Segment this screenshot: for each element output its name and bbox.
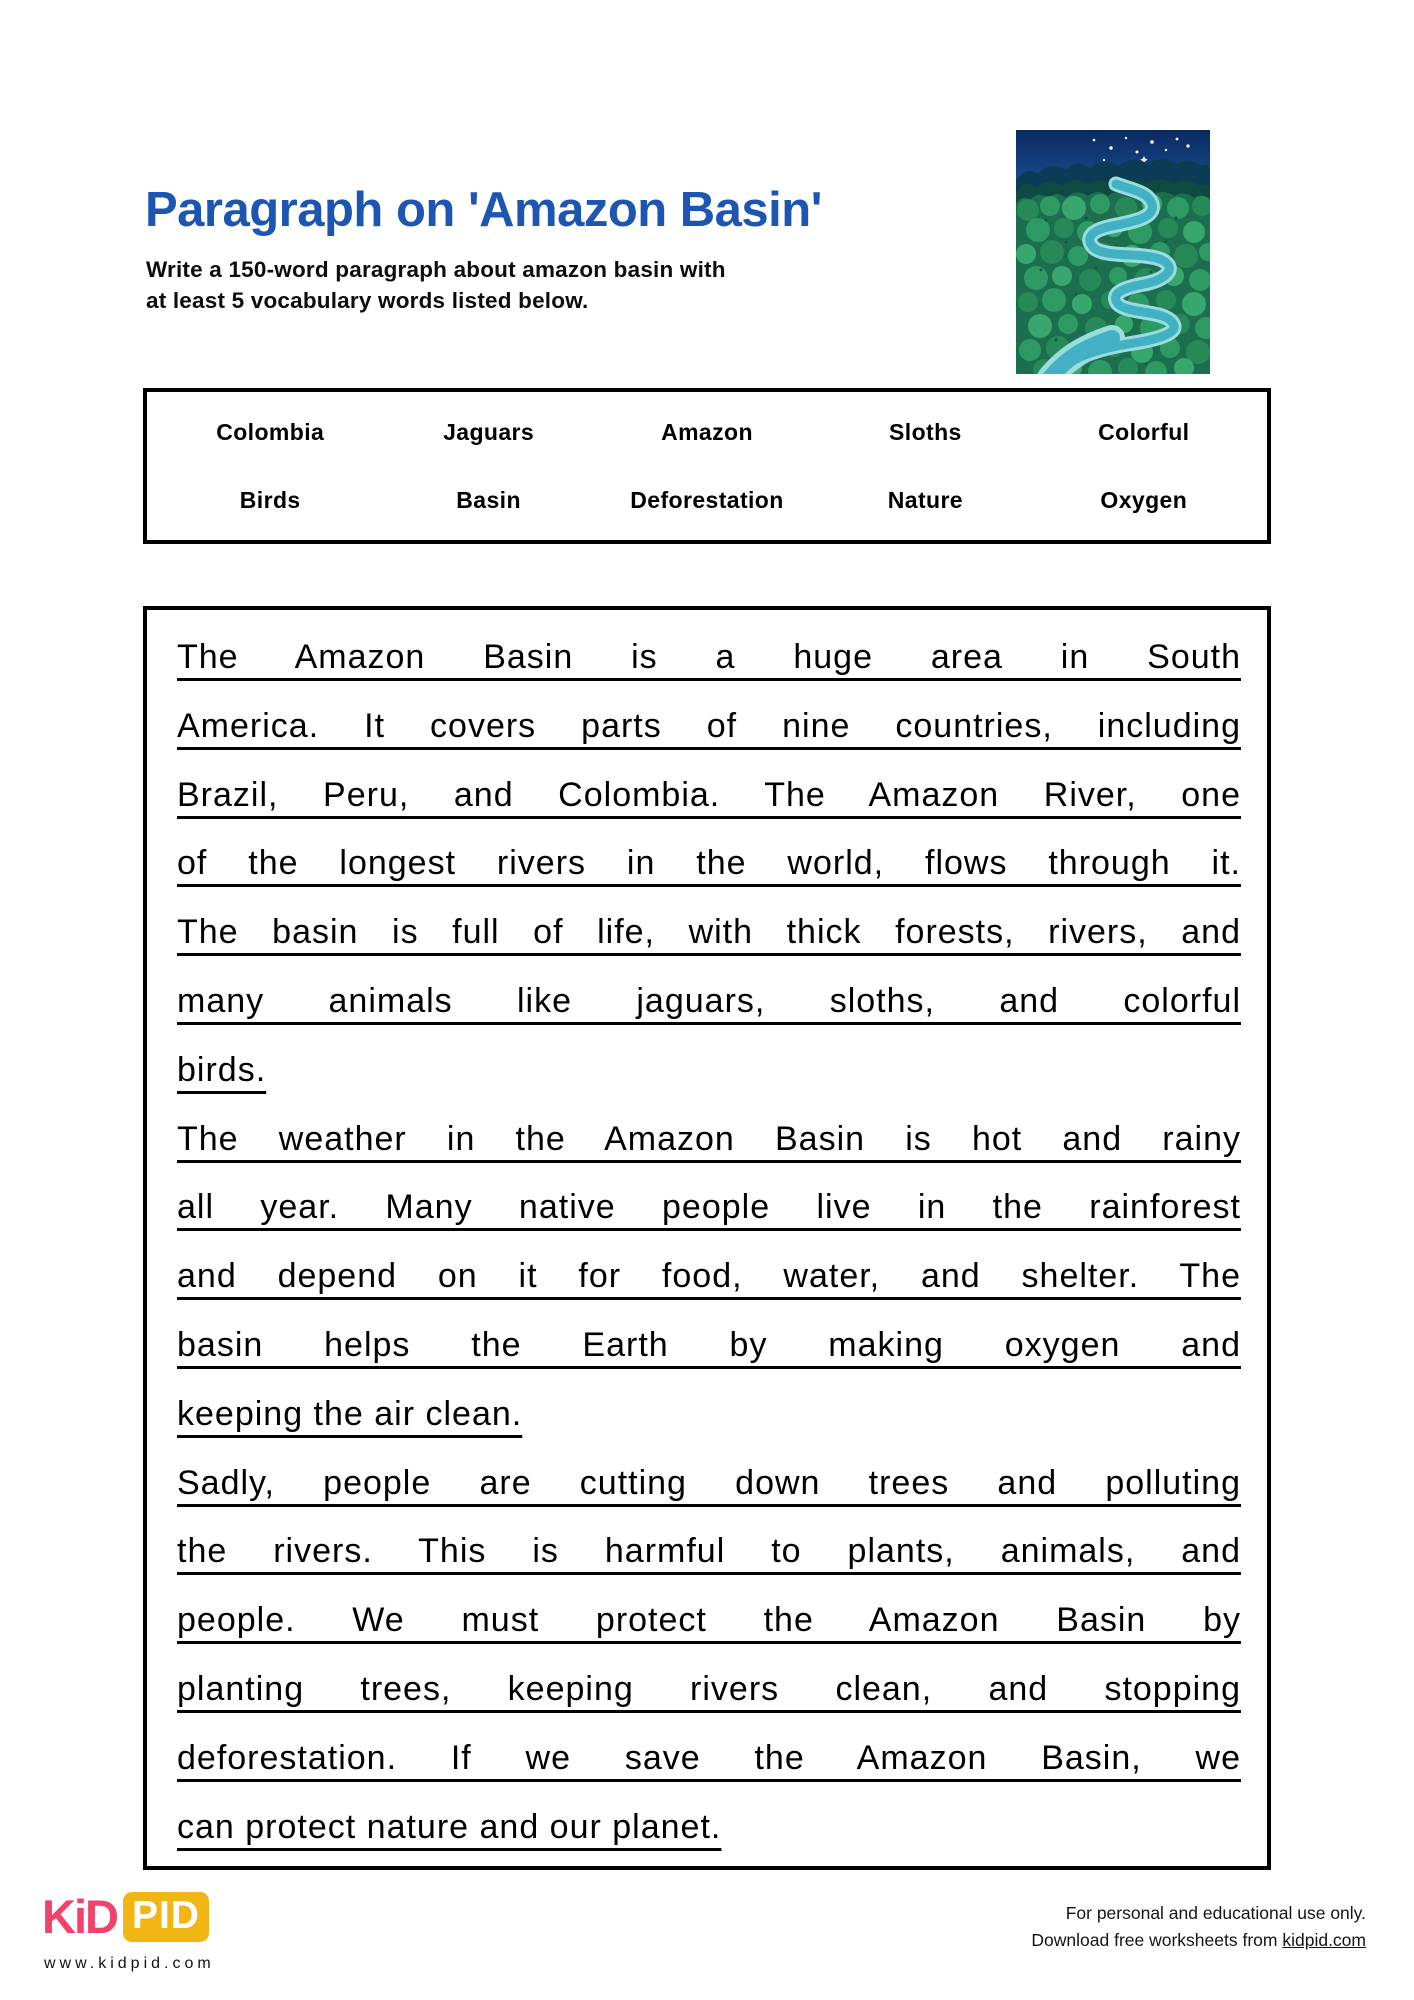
logo-pid: PID [123,1892,209,1942]
footer-note-line-2-text: Download free worksheets from [1031,1930,1283,1950]
paragraph-line: all year. Many native people live in the rainforest [177,1188,1241,1227]
vocab-word: Colorful [1098,418,1190,445]
vocab-word: Jaguars [443,418,535,445]
paragraph-line: many animals like jaguars, sloths, and colorful [177,981,1241,1020]
paragraph-line: deforestation. If we save the Amazon Basin, we [177,1738,1241,1777]
logo-site-url: www.kidpid.com [44,1955,215,1972]
footer-note [1031,1900,1366,1954]
kidpid-logo [42,1892,209,1942]
vocab-word: Nature [887,486,964,513]
vocab-word: Birds [239,486,301,513]
paragraph-line: America. It covers parts of nine countries, including [177,706,1241,745]
paragraph-line: The Amazon Basin is a huge area in South [177,638,1241,676]
amazon-forest-river-illustration [1016,130,1210,374]
paragraph-line: keeping the air clean. [177,1394,523,1433]
vocabulary-box [143,388,1271,544]
vocab-word: Sloths [889,418,962,445]
paragraph-line: of the longest rivers in the world, flows through it. [177,844,1241,883]
footer-note-line-1: For personal and educational use only. [1065,1903,1366,1923]
paragraph-line: Brazil, Peru, and Colombia. The Amazon River, one [177,775,1241,814]
paragraph-line: Sadly, people are cutting down trees and polluting [177,1463,1241,1502]
vocab-grid [147,392,1267,540]
kidpid-link[interactable]: kidpid.com [1282,1930,1366,1950]
vocab-word: Amazon [661,418,753,445]
paragraph-line: planting trees, keeping rivers clean, and stopping [177,1669,1241,1708]
vocab-word: Deforestation [630,486,784,513]
subtitle-line-2: at least 5 vocabulary words listed below. [146,288,589,313]
paragraph-line: The weather in the Amazon Basin is hot and rainy [177,1119,1241,1158]
page-title: Paragraph on 'Amazon Basin' [145,183,822,237]
paragraph-line: can protect nature and our planet. [177,1807,722,1846]
paragraph-line: people. We must protect the Amazon Basin by [177,1601,1241,1640]
subtitle [146,254,726,316]
vocab-word: Basin [456,486,521,513]
paragraph-line: and depend on it for food, water, and shelter. The [177,1257,1241,1296]
logo-kid: KiD [42,1890,117,1943]
paragraph-lines [147,610,1267,1858]
vocab-word: Colombia [216,418,325,445]
paragraph-box [143,606,1271,1870]
paragraph-line: The basin is full of life, with thick forests, rivers, and [177,913,1241,952]
subtitle-line-1: Write a 150-word paragraph about amazon basin with [146,257,726,282]
paragraph-line: basin helps the Earth by making oxygen and [177,1325,1241,1364]
paragraph-line: the rivers. This is harmful to plants, animals, and [177,1532,1241,1571]
footer-note-line-2 [1031,1927,1366,1954]
vocab-word: Oxygen [1100,486,1188,513]
paragraph-line: birds. [177,1050,267,1089]
